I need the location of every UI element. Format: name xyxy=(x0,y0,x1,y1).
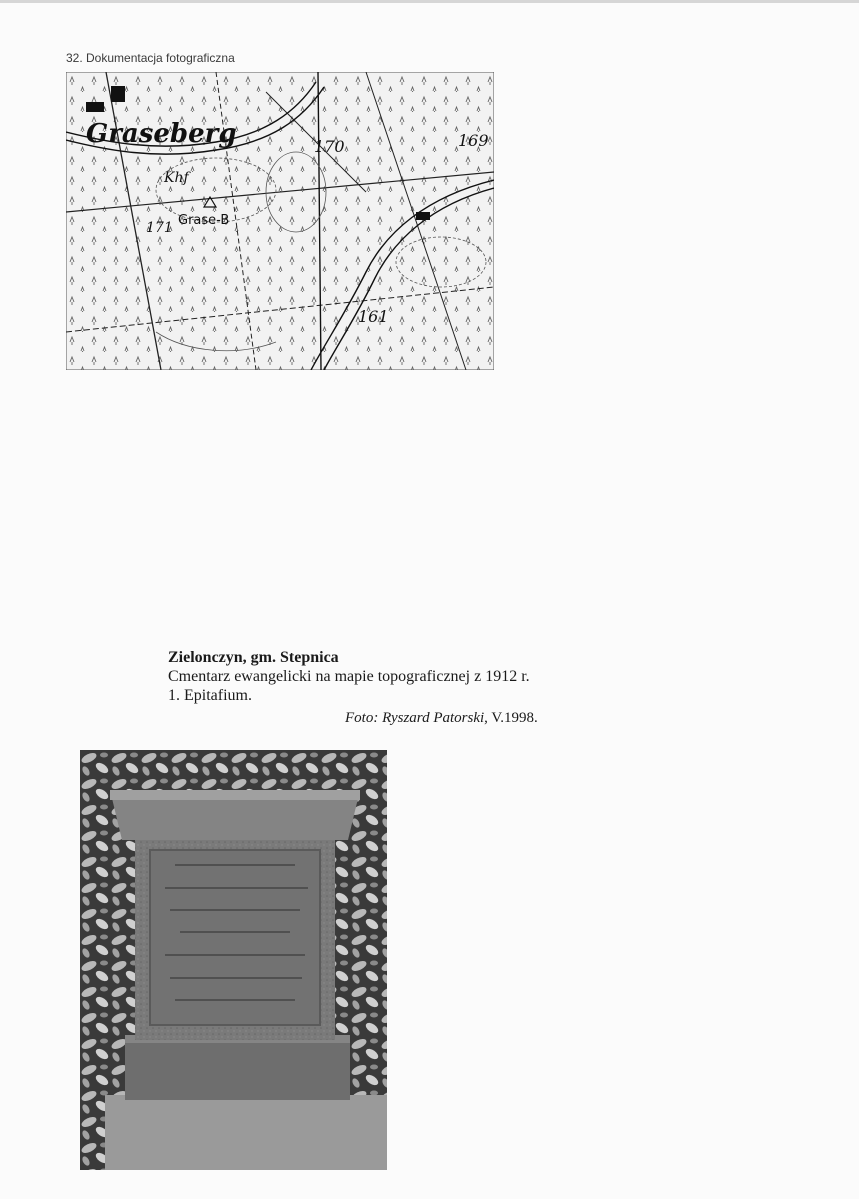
map-label-elev-161: 161 xyxy=(358,307,389,326)
caption-item: 1. Epitafium. xyxy=(168,687,252,704)
map-label-cemetery: Khf xyxy=(164,170,189,186)
map-label-elev-170: 170 xyxy=(314,137,345,156)
credit-author: Ryszard Patorski xyxy=(382,710,485,726)
caption-title: Zielonczyn, gm. Stepnica xyxy=(168,649,339,666)
map-label-height-mark: Grase-B xyxy=(178,213,230,228)
map-label-place: Graseberg xyxy=(86,119,237,149)
map-label-elev-171: 171 xyxy=(146,220,173,236)
topographic-map-photo xyxy=(66,72,494,370)
page-top-edge xyxy=(0,0,859,3)
credit-date: , V.1998. xyxy=(484,710,538,726)
caption-block xyxy=(168,648,568,705)
caption-description: Cmentarz ewangelicki na mapie topograficznej z 1912 r. xyxy=(168,668,530,685)
photo-credit xyxy=(345,710,538,727)
map-label-elev-169: 169 xyxy=(458,131,489,150)
map-drawing xyxy=(66,72,494,370)
stone-drawing xyxy=(80,750,387,1170)
running-header: 32. Dokumentacja fotograficzna xyxy=(66,51,235,65)
epitaph-stone-photo xyxy=(80,750,387,1170)
credit-label: Foto: xyxy=(345,710,379,726)
